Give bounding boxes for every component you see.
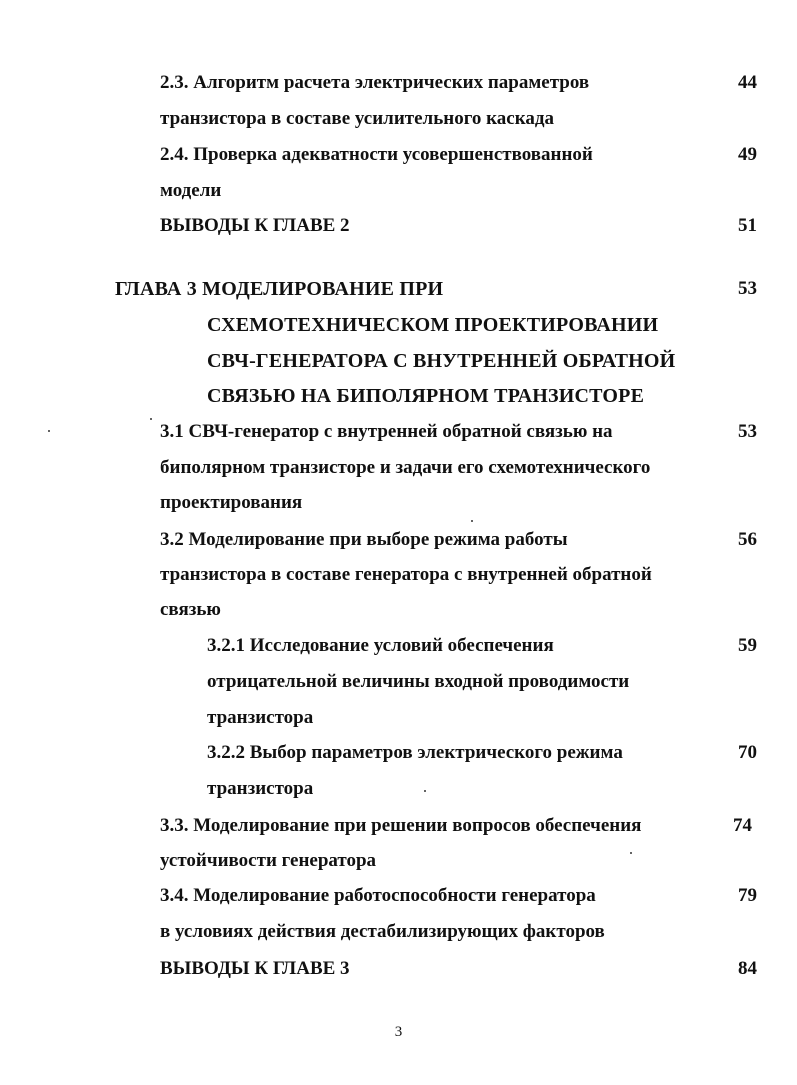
scan-speck bbox=[150, 418, 152, 420]
toc-chapter-3-line-4: СВЯЗЬЮ НА БИПОЛЯРНОМ ТРАНЗИСТОРЕ bbox=[207, 385, 645, 407]
scan-speck bbox=[471, 520, 473, 522]
toc-entry-conclusions-2-page: 51 bbox=[738, 215, 757, 236]
toc-entry-3-3-line-2: устойчивости генератора bbox=[160, 850, 377, 871]
toc-entry-3-2-2-line-2: транзистора bbox=[207, 778, 314, 799]
toc-entry-3-3-line-1: 3.3. Моделирование при решении вопросов обеспечения bbox=[160, 815, 642, 836]
scan-speck bbox=[630, 852, 632, 854]
toc-entry-conclusions-3-page: 84 bbox=[738, 958, 757, 979]
page-number: 3 bbox=[394, 1024, 403, 1040]
toc-entry-3-2-1-page: 59 bbox=[738, 635, 757, 656]
toc-entry-2-3-line-2: транзистора в составе усилительного каскада bbox=[160, 108, 554, 129]
toc-entry-3-2-line-1: 3.2 Моделирование при выборе режима работы bbox=[160, 529, 568, 550]
toc-entry-conclusions-3: ВЫВОДЫ К ГЛАВЕ 3 bbox=[160, 958, 350, 979]
toc-entry-conclusions-2: ВЫВОДЫ К ГЛАВЕ 2 bbox=[160, 215, 350, 236]
toc-chapter-3-line-2: СХЕМОТЕХНИЧЕСКОМ ПРОЕКТИРОВАНИИ bbox=[207, 314, 659, 336]
toc-entry-2-3-line-1: 2.3. Алгоритм расчета электрических параметров bbox=[160, 72, 590, 93]
toc-entry-3-1-line-2: биполярном транзисторе и задачи его схемотехнического bbox=[160, 457, 651, 478]
toc-entry-3-2-2-line-1: 3.2.2 Выбор параметров электрического режима bbox=[207, 742, 623, 763]
toc-entry-3-2-1-line-3: транзистора bbox=[207, 707, 314, 728]
toc-chapter-3-line-1: ГЛАВА 3 МОДЕЛИРОВАНИЕ ПРИ bbox=[115, 278, 444, 300]
toc-entry-2-4-line-1: 2.4. Проверка адекватности усовершенствованной bbox=[160, 144, 593, 165]
scan-speck bbox=[48, 430, 50, 432]
toc-entry-3-2-line-2: транзистора в составе генератора с внутренней обратной bbox=[160, 564, 652, 585]
toc-entry-3-4-line-1: 3.4. Моделирование работоспособности генератора bbox=[160, 885, 596, 906]
scan-speck bbox=[424, 790, 426, 792]
toc-entry-3-2-page: 56 bbox=[738, 529, 757, 550]
toc-entry-3-1-page: 53 bbox=[738, 421, 757, 442]
toc-entry-3-2-1-line-2: отрицательной величины входной проводимости bbox=[207, 671, 630, 692]
toc-entry-3-1-line-1: 3.1 СВЧ-генератор с внутренней обратной связью на bbox=[160, 421, 613, 442]
toc-chapter-3-page: 53 bbox=[738, 278, 757, 299]
toc-entry-2-4-line-2: модели bbox=[160, 180, 222, 201]
toc-entry-2-3-page: 44 bbox=[738, 72, 757, 93]
toc-entry-3-2-line-3: связью bbox=[160, 599, 221, 620]
toc-entry-3-2-1-line-1: 3.2.1 Исследование условий обеспечения bbox=[207, 635, 554, 656]
toc-entry-3-2-2-page: 70 bbox=[738, 742, 757, 763]
toc-entry-3-4-line-2: в условиях действия дестабилизирующих факторов bbox=[160, 921, 605, 942]
toc-entry-3-3-page: 74 bbox=[733, 815, 752, 836]
toc-entry-2-4-page: 49 bbox=[738, 144, 757, 165]
toc-entry-3-1-line-3: проектирования bbox=[160, 492, 303, 513]
toc-chapter-3-line-3: СВЧ-ГЕНЕРАТОРА С ВНУТРЕННЕЙ ОБРАТНОЙ bbox=[207, 350, 676, 372]
toc-entry-3-4-page: 79 bbox=[738, 885, 757, 906]
